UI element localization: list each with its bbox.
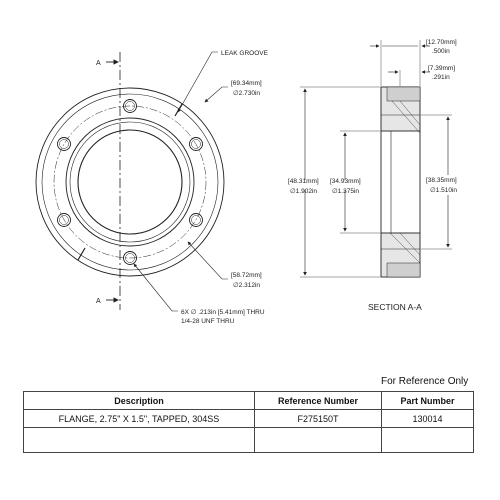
dim-id-mm: [38.35mm] [426,177,457,184]
hole-note-leader [134,264,178,311]
section-view [300,40,452,277]
hole-note-line2: 1/4-28 UNF THRU [181,318,235,325]
dim-od-in: ∅1.902in [290,188,317,195]
header-reference-number: Reference Number [255,392,382,410]
section-letter-bottom: A [96,298,101,305]
header-description: Description [24,392,255,410]
hole-note-line1: 6X ∅ .213in [5.41mm] THRU [181,309,265,316]
cell-reference-number: F275150T [255,410,382,428]
bolt-circle-in: ∅2.730in [233,90,260,97]
cell-empty [382,428,474,453]
bolt-circle-mm: [69.34mm] [231,80,262,87]
section-title: SECTION A-A [368,302,422,312]
flange-outer-edge [36,88,224,276]
groove-inner-edge [70,122,190,242]
dim-step-mm: [7.39mm] [428,65,456,72]
dim-step-in: .291in [432,74,450,81]
reference-note: For Reference Only [381,376,469,387]
leak-groove-circle [66,118,194,246]
table-row [24,410,474,428]
dim-thickness-in: .500in [432,48,450,55]
dim-bore-mm: [34.93mm] [330,178,361,185]
dim-thickness-mm: [12.70mm] [426,39,457,46]
groove-dim-in: ∅2.312in [233,282,260,289]
bolt-circle-leader [205,87,228,102]
bolt-circle [54,106,206,258]
parts-table [23,391,474,453]
groove-dim-mm: [58.72mm] [231,272,262,279]
table-row-empty [24,428,474,453]
flange-chamfer-edge [42,94,218,270]
cell-empty [24,428,255,453]
section-lower-half [381,233,420,277]
bolt-holes [58,100,203,265]
groove-dim-leader [188,242,228,279]
cell-empty [255,428,382,453]
bore-circle [78,130,182,234]
front-view [36,52,228,311]
cell-part-number: 130014 [382,410,474,428]
leak-groove-leader [178,52,218,112]
cell-description: FLANGE, 2.75" X 1.5", TAPPED, 304SS [24,410,255,428]
bolt-hole [58,138,71,151]
dim-bore-in: ∅1.375in [332,188,359,195]
dim-od-mm: [48.31mm] [288,178,319,185]
header-part-number: Part Number [382,392,474,410]
section-letter-top: A [96,60,101,67]
leak-groove-label: LEAK GROOVE [221,50,268,57]
section-upper-half [381,87,420,133]
table-header-row [24,392,474,410]
dim-id-in: ∅1.510in [430,187,457,194]
